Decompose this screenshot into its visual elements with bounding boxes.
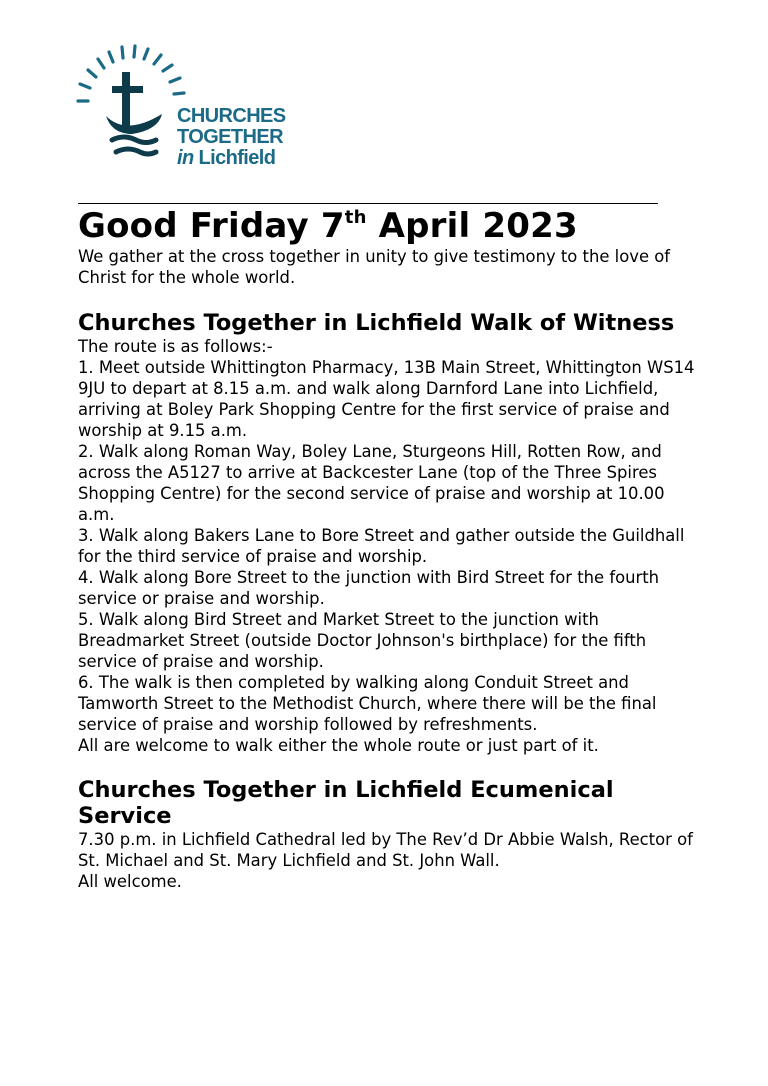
route-line: 2. Walk along Roman Way, Boley Lane, Sturgeons Hill, Rotten Row, and across the A5127 to arrive at Backcester Lane (top of the Three Spires Shopping Centre) for the second service of praise and worship at 10.00 a.m. (78, 442, 665, 524)
service-line: 7.30 p.m. in Lichfield Cathedral led by The Rev’d Dr Abbie Walsh, Rector of St. Michael and St. Mary Lichfield and St. John Wall. (78, 830, 693, 870)
service-line: All welcome. (78, 872, 182, 891)
route-line: 1. Meet outside Whittington Pharmacy, 13B Main Street, Whittington WS14 9JU to depart at 8.15 a.m. and walk along Darnford Lane into Lichfield, arriving at Boley Park Shopping Centre for the first service of praise and worship at 9.15 a.m. (78, 358, 695, 440)
document-body (78, 206, 698, 892)
title-sup: th (344, 207, 367, 228)
route-line: 5. Walk along Bird Street and Market Street to the junction with Breadmarket Street (outside Doctor Johnson's birthplace) for the fifth service of praise and worship. (78, 610, 647, 671)
service-lines (78, 829, 698, 892)
route-line: The route is as follows:- (78, 337, 273, 356)
logo-line-lichfield (177, 148, 286, 169)
route-line: 3. Walk along Bakers Lane to Bore Street and gather outside the Guildhall for the third service of praise and worship. (78, 526, 685, 566)
logo-line-together: TOGETHER (177, 126, 283, 148)
title-post: April 2023 (366, 206, 578, 246)
logo-line-churches: CHURCHES (177, 105, 286, 127)
page-title (78, 206, 698, 246)
route-line: 6. The walk is then completed by walking along Conduit Street and Tamworth Street to the Methodist Church, where there will be the final service of praise and worship followed by refreshments. (78, 673, 657, 734)
horizontal-rule (78, 203, 658, 204)
route-line: All are welcome to walk either the whole route or just part of it. (78, 736, 599, 755)
service-title: Churches Together in Lichfield Ecumenical Service (78, 777, 614, 829)
route-line: 4. Walk along Bore Street to the junction with Bird Street for the fourth service or praise and worship. (78, 568, 660, 608)
walk-title: Churches Together in Lichfield Walk of Witness (78, 310, 675, 336)
title-pre: Good Friday 7 (78, 206, 345, 246)
intro-paragraph: We gather at the cross together in unity to give testimony to the love of Christ for the whole world. (78, 247, 671, 287)
logo-in: in (177, 147, 194, 169)
logo (76, 44, 294, 172)
logo-lichfield: Lichfield (193, 147, 276, 169)
walk-lines (78, 336, 698, 756)
logo-text (177, 106, 286, 169)
cross-boat-icon (76, 44, 186, 172)
walk-section (78, 310, 698, 756)
service-section (78, 777, 698, 892)
